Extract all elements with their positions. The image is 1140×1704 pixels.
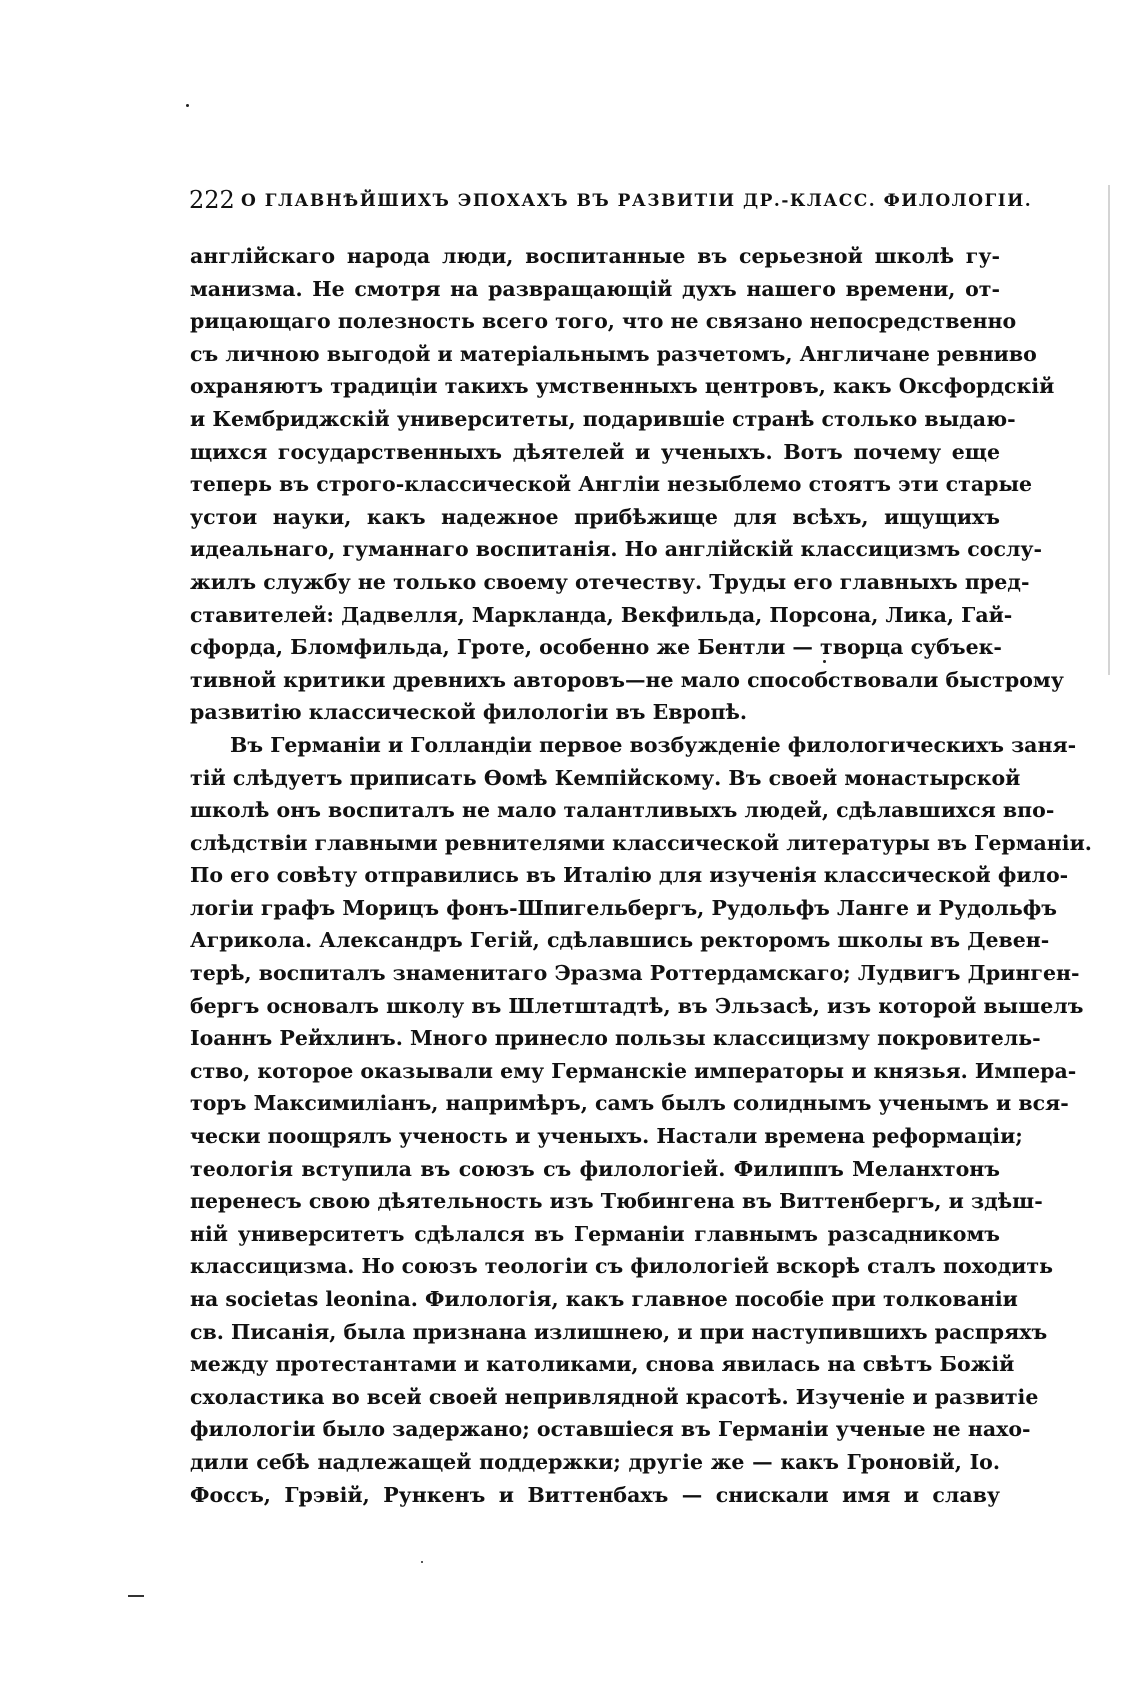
text-line: охраняютъ традиціи такихъ умственныхъ центровъ, какъ Оксфордскій bbox=[190, 374, 1055, 399]
text-line: развитію классической филологіи въ Европѣ. bbox=[190, 700, 748, 725]
text-line: Фоссъ, Грэвій, Рункенъ и Виттенбахъ — снискали имя и славу bbox=[190, 1482, 1000, 1507]
margin-mark bbox=[128, 1595, 144, 1597]
running-title: О ГЛАВНѢЙШИХЪ ЭПОХАХЪ ВЪ РАЗВИТІИ ДР.-КЛАСС. ФИЛОЛОГІИ. bbox=[241, 191, 1033, 211]
text-line: между протестантами и католиками, снова явилась на свѣтъ Божій bbox=[190, 1352, 1015, 1377]
text-line: логіи графъ Морицъ фонъ-Шпигельбергъ, Рудольфъ Ланге и Рудольфъ bbox=[190, 895, 1057, 920]
ink-speck bbox=[421, 1561, 423, 1563]
page-edge-rule bbox=[1108, 185, 1110, 675]
text-line: идеальнаго, гуманнаго воспитанія. Но англійскій классицизмъ сослу- bbox=[190, 537, 1043, 562]
text-line: ставителей: Дадвелля, Маркланда, Векфильда, Порсона, Лика, Гай- bbox=[190, 602, 1013, 627]
text-line: По его совѣту отправились въ Италію для изученія классической фило- bbox=[190, 863, 1069, 888]
page-number: 222 bbox=[189, 186, 235, 214]
text-line: жилъ службу не только своему отечеству. Труды его главныхъ пред- bbox=[190, 569, 1030, 594]
text-line: ній университетъ сдѣлался въ Германіи главнымъ разсадникомъ bbox=[190, 1221, 1000, 1246]
text-line: сфорда, Бломфильда, Гроте, особенно же Бентли — творца субъек- bbox=[190, 635, 1002, 660]
text-line: съ личною выгодой и матеріальнымъ разчетомъ, Англичане ревниво bbox=[190, 341, 1037, 366]
text-line: св. Писанія, была признана излишнею, и при наступившихъ распряхъ bbox=[190, 1319, 1048, 1344]
text-line: тивной критики древнихъ авторовъ—не мало способствовали быстрому bbox=[190, 667, 1064, 692]
text-line: ство, которое оказывали ему Германскіе императоры и князья. Импера- bbox=[190, 1058, 1077, 1083]
text-line: схоластика во всей своей непривлядной красотѣ. Изученіе и развитіе bbox=[190, 1384, 1039, 1409]
text-line: дили себѣ надлежащей поддержки; другіе же — какъ Гроновій, Іо. bbox=[190, 1449, 1000, 1474]
running-header bbox=[189, 186, 1033, 216]
body-text bbox=[190, 240, 1092, 1511]
text-line: школѣ онъ воспиталъ не мало талантливыхъ людей, сдѣлавшихся впо- bbox=[190, 798, 1055, 823]
text-line: филологіи было задержано; оставшіеся въ Германіи ученые не нахо- bbox=[190, 1417, 1031, 1442]
text-line: манизма. Не смотря на развращающій духъ нашего времени, от- bbox=[190, 276, 1000, 301]
text-line: Агрикола. Александръ Гегій, сдѣлавшись ректоромъ школы въ Девен- bbox=[190, 928, 1050, 953]
text-line: устои науки, какъ надежное прибѣжище для всѣхъ, ищущихъ bbox=[190, 504, 1000, 529]
ink-speck bbox=[186, 104, 189, 107]
text-line: теперь въ строго-классической Англіи незыблемо стоятъ эти старые bbox=[190, 472, 1033, 497]
text-line: и Кембриджскій университеты, подарившіе странѣ столько выдаю- bbox=[190, 406, 1016, 431]
text-line: терѣ, воспиталъ знаменитаго Эразма Роттердамскаго; Лудвигъ Дринген- bbox=[190, 961, 1080, 986]
text-line: англійскаго народа люди, воспитанные въ серьезной школѣ гу- bbox=[190, 244, 1000, 268]
text-line: перенесъ свою дѣятельность изъ Тюбингена въ Виттенбергъ, и здѣш- bbox=[190, 1189, 1043, 1214]
text-line: Въ Германіи и Голландіи первое возбужденіе филологическихъ заня- bbox=[230, 732, 1077, 757]
text-line: щихся государственныхъ дѣятелей и ученыхъ. Вотъ почему еще bbox=[190, 439, 1000, 464]
text-line: рицающаго полезность всего того, что не связано непосредственно bbox=[190, 309, 1017, 334]
text-line: тій слѣдуетъ приписать Ѳомѣ Кемпійскому. Въ своей монастырской bbox=[190, 765, 1021, 790]
text-line: слѣдствіи главными ревнителями классической литературы въ Германіи. bbox=[190, 830, 1092, 855]
text-line: чески поощрялъ ученость и ученыхъ. Настали времена реформаціи; bbox=[190, 1124, 1023, 1149]
text-line: классицизма. Но союзъ теологіи съ филологіей вскорѣ сталъ походить bbox=[190, 1254, 1054, 1279]
text-line: Іоаннъ Рейхлинъ. Много принесло пользы классицизму покровитель- bbox=[190, 1026, 1041, 1051]
text-line: бергъ основалъ школу въ Шлетштадтѣ, въ Эльзасѣ, изъ которой вышелъ bbox=[190, 993, 1084, 1018]
text-line: торъ Максимиліанъ, напримѣръ, самъ былъ солиднымъ ученымъ и вся- bbox=[190, 1091, 1069, 1116]
text-line: на societas leonina. Филологія, какъ главное пособіе при толкованіи bbox=[190, 1287, 1018, 1311]
text-line: теологія вступила въ союзъ съ филологіей. Филиппъ Меланхтонъ bbox=[190, 1156, 1000, 1181]
